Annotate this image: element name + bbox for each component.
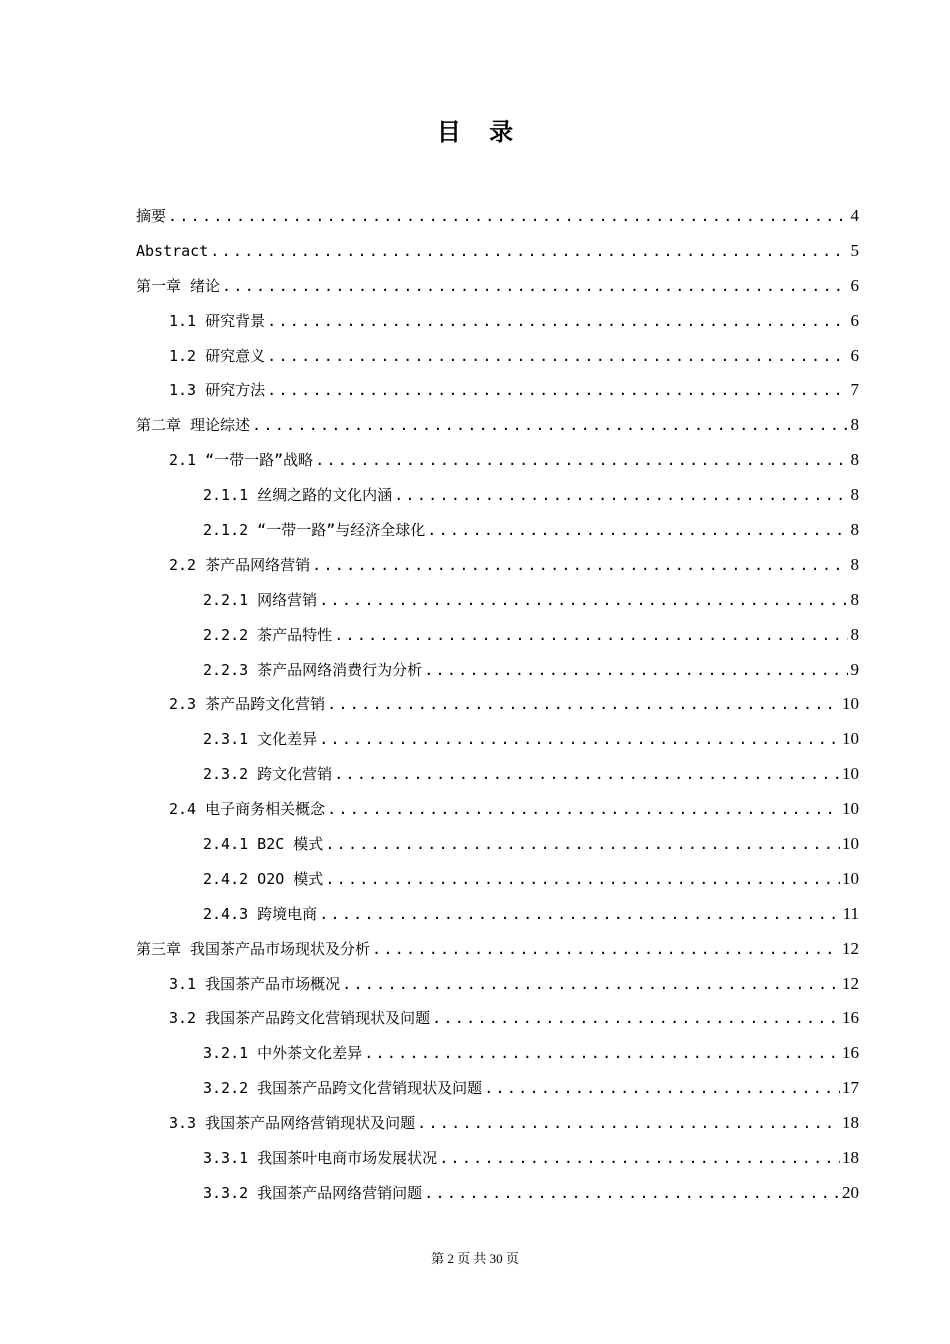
toc-entry-page-number: 6 bbox=[850, 310, 859, 330]
toc-entry[interactable] bbox=[136, 304, 859, 339]
toc-entry[interactable] bbox=[136, 618, 859, 653]
toc-entry[interactable] bbox=[136, 443, 859, 478]
toc-entry-page-number: 11 bbox=[842, 903, 859, 923]
toc-entry-page-number: 8 bbox=[850, 624, 859, 644]
toc-dot-leader bbox=[319, 722, 840, 757]
toc-entry[interactable] bbox=[136, 548, 859, 583]
toc-entry-label: 3.3.1 我国茶叶电商市场发展状况 bbox=[203, 1149, 438, 1168]
toc-entry-label: 2.2.3 茶产品网络消费行为分析 bbox=[203, 660, 423, 679]
toc-dot-leader bbox=[319, 897, 840, 932]
toc-dot-leader bbox=[325, 862, 840, 897]
toc-dot-leader bbox=[432, 1001, 840, 1036]
toc-entry[interactable] bbox=[136, 827, 859, 862]
toc-entry-label: 2.3 茶产品跨文化营销 bbox=[169, 695, 326, 714]
toc-entry-label: 2.4.3 跨境电商 bbox=[203, 904, 318, 923]
toc-entry-label: 3.3.2 我国茶产品网络营销问题 bbox=[203, 1183, 423, 1202]
toc-dot-leader bbox=[372, 932, 840, 967]
toc-entry-page-number: 8 bbox=[850, 589, 859, 609]
toc-dot-leader bbox=[315, 443, 848, 478]
toc-entry-page-number: 10 bbox=[842, 799, 859, 819]
toc-dot-leader bbox=[364, 1036, 840, 1071]
toc-entry-page-number: 9 bbox=[850, 659, 859, 679]
table-of-contents bbox=[136, 199, 859, 1211]
toc-entry[interactable] bbox=[136, 932, 859, 967]
toc-entry-page-number: 18 bbox=[842, 1148, 859, 1168]
toc-entry[interactable] bbox=[136, 1071, 859, 1106]
toc-entry-label: 3.2.2 我国茶产品跨文化营销现状及问题 bbox=[203, 1079, 483, 1098]
page-footer: 第 2 页 共 30 页 bbox=[431, 1251, 519, 1266]
toc-entry-page-number: 18 bbox=[842, 1113, 859, 1133]
toc-entry-page-number: 7 bbox=[850, 380, 859, 400]
toc-dot-leader bbox=[267, 373, 848, 408]
toc-dot-leader bbox=[168, 199, 848, 234]
toc-entry[interactable] bbox=[136, 478, 859, 513]
toc-entry-label: 2.4.1 B2C 模式 bbox=[203, 835, 324, 854]
toc-entry[interactable] bbox=[136, 1176, 859, 1211]
toc-dot-leader bbox=[267, 339, 848, 374]
toc-dot-leader bbox=[427, 513, 848, 548]
toc-dot-leader bbox=[312, 548, 848, 583]
toc-entry[interactable] bbox=[136, 897, 859, 932]
toc-entry-page-number: 10 bbox=[842, 694, 859, 714]
toc-entry[interactable] bbox=[136, 1141, 859, 1176]
toc-dot-leader bbox=[222, 269, 848, 304]
toc-entry-page-number: 16 bbox=[842, 1008, 859, 1028]
toc-entry-label: 2.2 茶产品网络营销 bbox=[169, 555, 311, 574]
toc-dot-leader bbox=[334, 757, 840, 792]
toc-entry-page-number: 8 bbox=[850, 554, 859, 574]
toc-entry-page-number: 17 bbox=[842, 1078, 859, 1098]
toc-entry-label: 1.2 研究意义 bbox=[169, 346, 266, 365]
toc-entry-page-number: 8 bbox=[850, 520, 859, 539]
toc-entry-page-number: 10 bbox=[842, 834, 859, 854]
toc-dot-leader bbox=[342, 967, 840, 1002]
toc-entry-page-number: 10 bbox=[842, 729, 859, 749]
toc-entry-page-number: 10 bbox=[842, 764, 859, 784]
toc-dot-leader bbox=[417, 1106, 840, 1141]
toc-entry[interactable] bbox=[136, 687, 859, 722]
toc-entry-label: 摘要 bbox=[136, 206, 167, 225]
toc-dot-leader bbox=[394, 478, 848, 513]
toc-entry-label: Abstract bbox=[136, 241, 209, 260]
toc-entry-page-number: 20 bbox=[842, 1182, 859, 1202]
toc-entry[interactable] bbox=[136, 722, 859, 757]
toc-entry[interactable] bbox=[136, 339, 859, 374]
toc-entry[interactable] bbox=[136, 583, 859, 618]
toc-entry[interactable] bbox=[136, 269, 859, 304]
toc-entry-label: 1.3 研究方法 bbox=[169, 381, 266, 400]
toc-dot-leader bbox=[252, 408, 848, 443]
toc-entry-page-number: 8 bbox=[850, 450, 859, 470]
toc-entry[interactable] bbox=[136, 757, 859, 792]
toc-dot-leader bbox=[334, 618, 848, 653]
toc-entry-label: 2.1.2 “一带一路”与经济全球化 bbox=[203, 521, 426, 539]
toc-entry-label: 2.2.2 茶产品特性 bbox=[203, 625, 333, 644]
toc-entry-label: 2.1 “一带一路”战略 bbox=[169, 451, 314, 470]
toc-entry-label: 2.3.2 跨文化营销 bbox=[203, 765, 333, 784]
toc-entry[interactable] bbox=[136, 1036, 859, 1071]
toc-dot-leader bbox=[424, 1176, 840, 1211]
toc-entry[interactable] bbox=[136, 373, 859, 408]
toc-entry-label: 3.2.1 中外茶文化差异 bbox=[203, 1044, 363, 1063]
toc-entry-label: 3.3 我国茶产品网络营销现状及问题 bbox=[169, 1114, 416, 1133]
toc-entry-label: 3.1 我国茶产品市场概况 bbox=[169, 974, 341, 993]
toc-entry-label: 3.2 我国茶产品跨文化营销现状及问题 bbox=[169, 1009, 431, 1028]
toc-entry[interactable] bbox=[136, 513, 859, 548]
toc-entry-label: 2.1.1 丝绸之路的文化内涵 bbox=[203, 486, 393, 505]
toc-entry-page-number: 12 bbox=[842, 938, 859, 958]
toc-entry-page-number: 8 bbox=[850, 415, 859, 435]
toc-entry-label: 2.2.1 网络营销 bbox=[203, 590, 318, 609]
toc-entry-page-number: 16 bbox=[842, 1043, 859, 1063]
toc-entry-label: 第三章 我国茶产品市场现状及分析 bbox=[136, 939, 371, 958]
toc-entry[interactable] bbox=[136, 199, 859, 234]
toc-entry-page-number: 4 bbox=[850, 205, 859, 225]
toc-dot-leader bbox=[439, 1141, 840, 1176]
toc-dot-leader bbox=[325, 827, 840, 862]
toc-entry-page-number: 6 bbox=[850, 345, 859, 365]
toc-entry-page-number: 6 bbox=[850, 275, 859, 295]
toc-entry-label: 第一章 绪论 bbox=[136, 276, 221, 295]
toc-entry[interactable] bbox=[136, 792, 859, 827]
toc-entry-label: 1.1 研究背景 bbox=[169, 311, 266, 330]
toc-dot-leader bbox=[319, 583, 848, 618]
toc-dot-leader bbox=[267, 304, 848, 339]
toc-entry[interactable] bbox=[136, 967, 859, 1002]
toc-entry-page-number: 8 bbox=[850, 485, 859, 505]
toc-entry-label: 2.4.2 O2O 模式 bbox=[203, 869, 324, 888]
toc-entry-page-number: 12 bbox=[842, 973, 859, 993]
toc-entry-label: 2.3.1 文化差异 bbox=[203, 730, 318, 749]
toc-entry[interactable] bbox=[136, 653, 859, 688]
toc-entry[interactable] bbox=[136, 234, 859, 269]
toc-entry-page-number: 10 bbox=[842, 868, 859, 888]
toc-entry[interactable] bbox=[136, 1106, 859, 1141]
page-title: 目 录 bbox=[436, 117, 524, 146]
toc-entry-label: 2.4 电子商务相关概念 bbox=[169, 800, 326, 819]
toc-entry[interactable] bbox=[136, 1001, 859, 1036]
toc-entry-label: 第二章 理论综述 bbox=[136, 416, 251, 435]
toc-entry[interactable] bbox=[136, 862, 859, 897]
toc-dot-leader bbox=[327, 792, 840, 827]
toc-dot-leader bbox=[484, 1071, 840, 1106]
toc-dot-leader bbox=[327, 687, 840, 722]
toc-dot-leader bbox=[210, 234, 848, 269]
toc-entry-page-number: 5 bbox=[850, 240, 859, 260]
toc-entry[interactable] bbox=[136, 408, 859, 443]
toc-dot-leader bbox=[424, 653, 848, 688]
